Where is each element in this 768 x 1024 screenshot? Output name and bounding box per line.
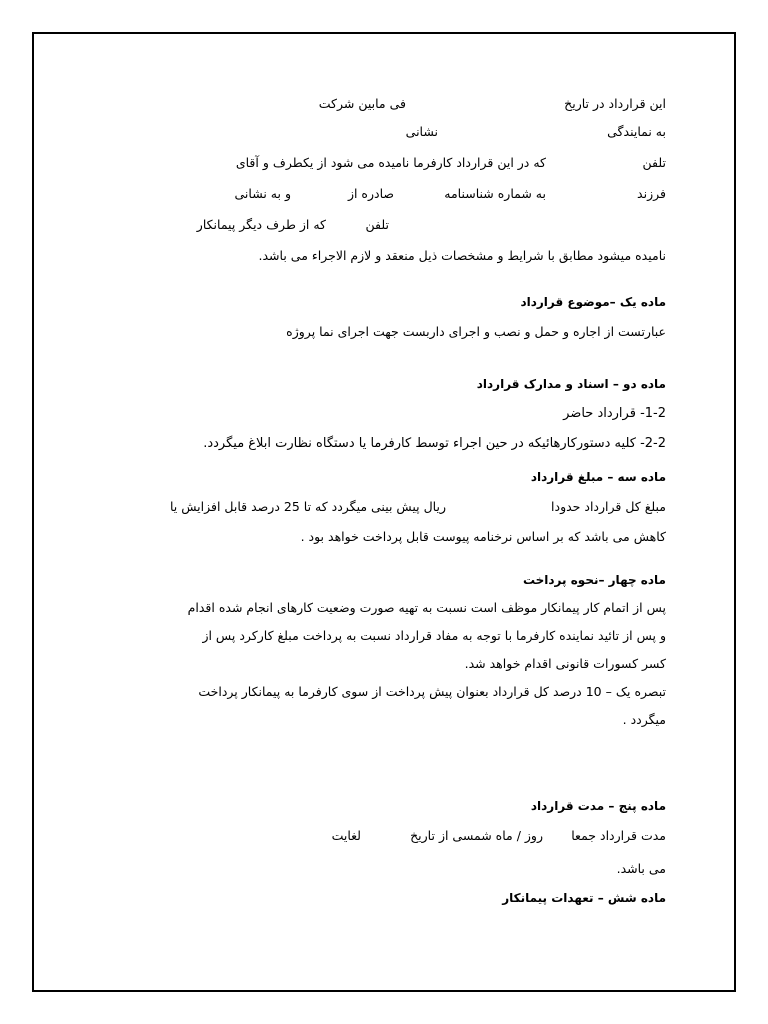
- article4-para-2: و پس از تائید نماینده کارفرما با توجه به مفاد قرارداد نسبت به پرداخت مبلغ کارکرد پس از: [202, 628, 666, 643]
- text-rial-estimate: ریال پیش بینی میگردد که تا 25 درصد قابل افزایش یا: [169, 499, 446, 514]
- text-id-number: به شماره شناسنامه: [444, 186, 546, 201]
- text-total-amount: مبلغ کل قرارداد حدودا: [551, 499, 666, 514]
- text-son-of: فرزند: [637, 186, 666, 201]
- article2-item-2: 2-2- کلیه دستورکارهائیکه در حین اجراء توسط کارفرما یا دستگاه نظارت ابلاغ میگردد.: [203, 436, 666, 451]
- article1-heading: ماده یک –موضوع قرارداد: [520, 295, 666, 309]
- text-phone-2: تلفن: [365, 217, 389, 232]
- article6-heading: ماده شش – تعهدات پیمانکار: [502, 891, 666, 905]
- article2-item-1: 1-2- قرارداد حاضر: [563, 406, 666, 421]
- text-between-company: فی مابین شرکت: [318, 96, 406, 111]
- article3-line-2: کاهش می باشد که بر اساس نرخنامه پیوست قابل پرداخت خواهد بود .: [300, 529, 666, 544]
- article3-heading: ماده سه – مبلغ قرارداد: [530, 470, 666, 484]
- text-until: لغایت: [331, 828, 361, 843]
- article4-note-1: تبصره یک – 10 درصد کل قرارداد بعنوان پیش پرداخت از سوی کارفرما به پیمانکار پرداخت: [198, 684, 666, 699]
- text-phone: تلفن: [642, 155, 666, 170]
- text-issued-at: صادره از: [347, 186, 394, 201]
- text-duration-total: مدت قرارداد جمعا: [571, 828, 666, 843]
- text-and-address: و به نشانی: [234, 186, 291, 201]
- article4-note-1-cont: میگردد .: [622, 712, 666, 727]
- article4-para-1: پس از اتمام کار پیمانکار موظف است نسبت به تهیه صورت وضعیت کارهای انجام شده اقدام: [187, 600, 666, 615]
- text-contract-date: این قرارداد در تاریخ: [564, 96, 666, 111]
- article5-heading: ماده پنج – مدت قرارداد: [530, 799, 666, 813]
- article5-line-2: می باشد.: [616, 861, 666, 876]
- text-days-months-from: روز / ماه شمسی از تاریخ: [410, 828, 543, 843]
- article4-para-3: کسر کسورات قانونی اقدام خواهد شد.: [464, 656, 666, 671]
- text-contractor-side: که از طرف دیگر پیمانکار: [196, 217, 326, 232]
- text-address: نشانی: [405, 124, 438, 139]
- preamble-line-6: نامیده میشود مطابق با شرایط و مشخصات ذیل منعقد و لازم الاجراء می باشد.: [258, 248, 666, 263]
- article4-heading: ماده چهار –نحوه پرداخت: [522, 573, 666, 587]
- text-employer-clause: که در این قرارداد کارفرما نامیده می شود از یکطرف و آقای: [235, 155, 546, 170]
- article2-heading: ماده دو – اسناد و مدارک قرارداد: [476, 377, 666, 391]
- article1-text: عبارتست از اجاره و حمل و نصب و اجرای داربست جهت اجرای نما پروژه: [286, 324, 666, 339]
- text-representative: به نمایندگی: [607, 124, 666, 139]
